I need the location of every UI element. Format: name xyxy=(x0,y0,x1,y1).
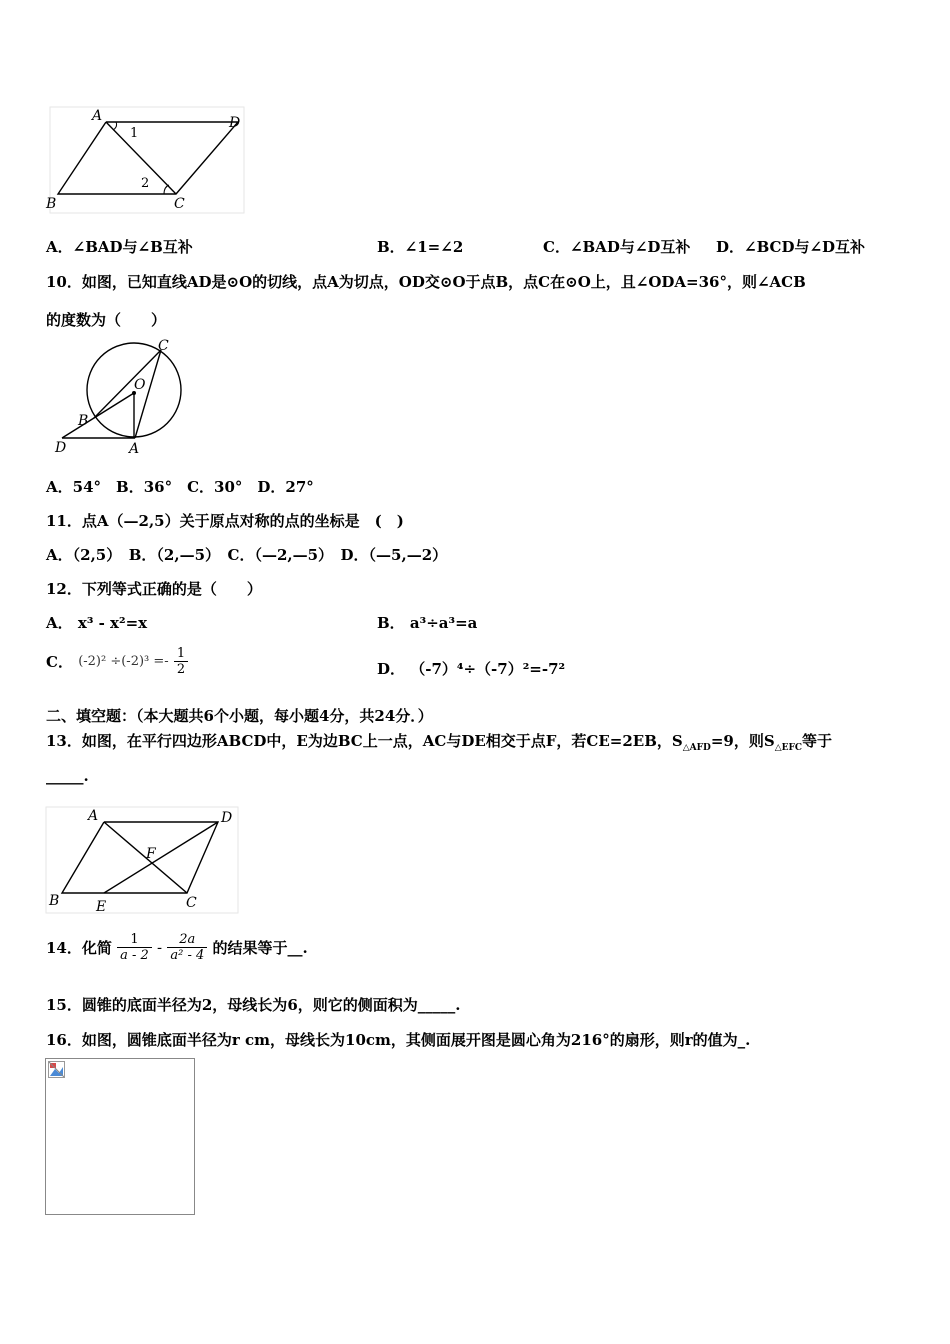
label-E: E xyxy=(96,899,107,915)
q9-option-c: C．∠BAD与∠D互补 xyxy=(543,238,691,256)
label-B: B xyxy=(78,413,89,429)
label-A: A xyxy=(88,808,99,824)
q14-fraction-2 xyxy=(167,932,207,963)
q14-suffix: 的结果等于__. xyxy=(212,939,308,957)
figure-q9-parallelogram xyxy=(40,105,250,217)
label-C: C xyxy=(186,895,197,911)
q13-text-a: 13．如图，在平行四边形ABCD中，E为边BC上一点，AC与DE相交于点F，若CE=2EB，S xyxy=(46,732,683,750)
q9-option-d: D．∠BCD与∠D互补 xyxy=(716,238,866,256)
label-O: O xyxy=(134,377,146,393)
label-B: B xyxy=(49,893,60,909)
figure-q13-parallelogram xyxy=(40,805,244,917)
q14-f1-numerator: 1 xyxy=(117,932,152,948)
q15-stem: 15．圆锥的底面半径为2，母线长为6，则它的侧面积为_____. xyxy=(46,996,461,1014)
q13-sub-efc: △EFC xyxy=(774,743,803,753)
q12-option-b xyxy=(377,612,477,633)
q12-option-a-label: A． xyxy=(46,614,73,632)
label-D: D xyxy=(55,440,67,456)
label-angle-2: 2 xyxy=(141,176,150,191)
q12-option-a-expr: x³ - x²=x xyxy=(77,614,148,632)
label-A: A xyxy=(129,441,140,457)
q14-prefix: 14．化简 xyxy=(46,939,112,957)
q13-sub-afd: △AFD xyxy=(682,743,711,753)
q12-option-c-expr: (-2)² ÷(-2)³ =- xyxy=(78,654,169,669)
q12-option-c-denominator: 2 xyxy=(176,662,186,677)
q13-stem-line1 xyxy=(46,730,832,753)
q12-option-b-label: B． xyxy=(377,614,405,632)
label-B: B xyxy=(46,196,57,212)
label-angle-1: 1 xyxy=(130,126,139,141)
broken-image-placeholder xyxy=(45,1058,195,1215)
q10-options: A．54° B．36° C．30° D．27° xyxy=(46,478,314,496)
q12-option-c-fraction xyxy=(174,646,188,677)
q12-option-a xyxy=(46,612,147,633)
label-C: C xyxy=(174,196,185,212)
q13-text-b: =9，则S xyxy=(710,732,775,750)
q10-stem-line1: 10．如图，已知直线AD是⊙O的切线，点A为切点，OD交⊙O于点B，点C在⊙O上，且∠ODA=36°，则∠ACB xyxy=(46,273,806,291)
q13-text-c: 等于 xyxy=(802,732,833,750)
broken-image-icon xyxy=(48,1061,66,1079)
q13-stem-line2: _____. xyxy=(46,767,89,785)
q11-stem: 11．点A（—2,5）关于原点对称的点的坐标是 ( ) xyxy=(46,512,404,530)
label-F: F xyxy=(146,846,156,862)
q14-stem xyxy=(46,932,308,963)
q12-option-d xyxy=(377,658,565,679)
label-D: D xyxy=(229,115,241,131)
q12-stem: 12．下列等式正确的是（ ） xyxy=(46,580,262,598)
q12-option-b-expr: a³÷a³=a xyxy=(409,614,478,632)
q9-option-b: B．∠1=∠2 xyxy=(377,238,464,256)
section-2-heading: 二、填空题：（本大题共6个小题，每小题4分，共24分．） xyxy=(46,707,433,725)
label-A: A xyxy=(92,108,103,124)
q11-options: A．（2,5） B．（2,—5） C．（—2,—5） D．（—5,—2） xyxy=(46,546,448,564)
q10-stem-line2: 的度数为（ ） xyxy=(46,311,167,329)
q12-option-c xyxy=(46,646,188,677)
q14-minus: - xyxy=(157,938,163,957)
q14-fraction-1 xyxy=(117,932,152,963)
q14-f2-numerator: 2a xyxy=(167,932,207,948)
q9-option-a: A．∠BAD与∠B互补 xyxy=(46,238,193,256)
q12-option-d-label: D． xyxy=(377,660,406,678)
q12-option-d-expr: （-7）⁴÷（-7）²=-7² xyxy=(410,660,566,678)
q12-option-c-label: C． xyxy=(46,653,73,671)
label-C: C xyxy=(158,338,169,354)
q16-stem: 16．如图，圆锥底面半径为r cm，母线长为10cm，其侧面展开图是圆心角为216°的扇形，则r的值为_. xyxy=(46,1031,751,1049)
label-D: D xyxy=(221,810,233,826)
q14-f2-denominator: a² - 4 xyxy=(170,948,205,963)
figure-q10-circle xyxy=(50,336,200,460)
q12-option-c-numerator: 1 xyxy=(174,646,188,662)
q14-f1-denominator: a - 2 xyxy=(120,948,149,963)
